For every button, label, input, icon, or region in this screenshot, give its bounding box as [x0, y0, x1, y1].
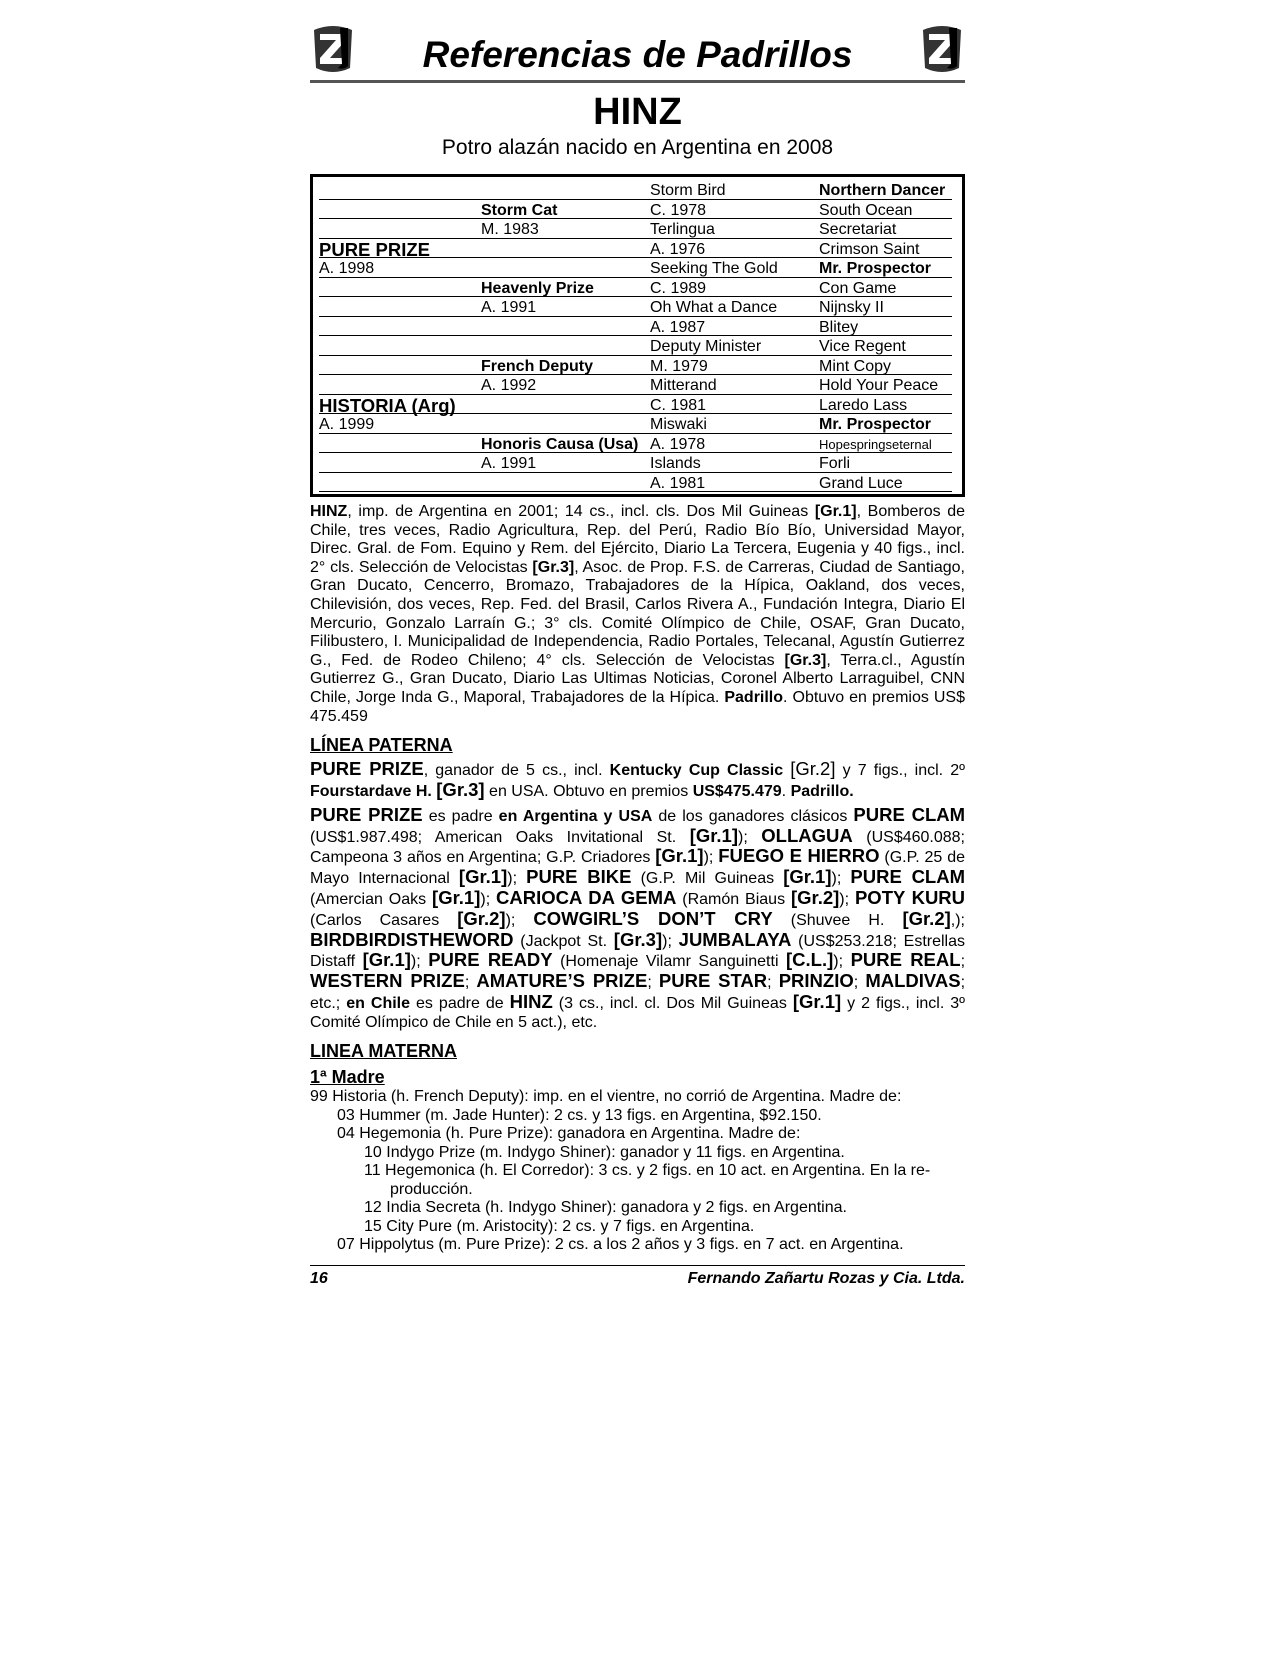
pedigree-row	[319, 259, 952, 279]
pedigree-row	[319, 181, 952, 201]
family-line: 99 Historia (h. French Deputy): imp. en el vientre, no corrió de Argentina. Madre de:	[310, 1088, 902, 1106]
page-number: 16	[310, 1269, 328, 1287]
pedigree-cell: Grand Luce	[819, 474, 903, 492]
pedigree-cell: Con Game	[819, 279, 897, 297]
sire-progeny-paragraph: PURE PRIZE es padre en Argentina y USA de los ganadores clásicos PURE CLAM (US$1.987.498; American Oaks Invitational St. [Gr.1]); OLLAGUA (US$460.088; Campeona 3 años en Argentina; G.P. Criadores [Gr.1]); FUEGO E HIERRO (G.P. 25 de Mayo Internacional [Gr.1]); PURE BIKE (G.P. Mil Guineas [Gr.1]); PURE CLAM (Amercian Oaks [Gr.1]); CARIOCA DA GEMA (Ramón Biaus [Gr.2]); POTY KURU (Carlos Casares [Gr.2]); COWGIRL’S DON’T CRY (Shuvee H. [Gr.2],); BIRDBIRDISTHEWORD (Jackpot St. [Gr.3]); JUMBALAYA (US$253.218; Estrellas Distaff [Gr.1]); PURE READY (Homenaje Vilamr Sanguinetti [C.L.]); PURE REAL; WESTERN PRIZE; AMATURE’S PRIZE; PURE STAR; PRINZIO; MALDIVAS; etc.; en Chile es padre de HINZ (3 cs., incl. cl. Dos Mil Guineas [Gr.1] y 2 figs., incl. 3º Comité Olímpico de Chile en 5 act.), etc.	[310, 803, 966, 1031]
family-line: 12 India Secreta (h. Indygo Shiner): ganadora y 2 figs. en Argentina.	[364, 1199, 847, 1217]
pedigree-cell: Mitterand	[650, 377, 717, 394]
pedigree-cell: A. 1976	[650, 240, 706, 258]
linea-materna-heading: LINEA MATERNA	[310, 1041, 457, 1062]
pedigree-row	[319, 435, 952, 455]
family-line: 03 Hummer (m. Jade Hunter): 2 cs. y 13 figs. en Argentina, $92.150.	[337, 1106, 822, 1124]
pedigree-cell: Vice Regent	[819, 338, 906, 355]
pedigree-row	[319, 337, 952, 357]
pedigree-cell: Deputy Minister	[650, 338, 762, 355]
summary-horse-name: HINZ	[310, 503, 348, 520]
pedigree-cell: Nijnsky II	[819, 299, 884, 316]
pedigree-cell: A. 1992	[481, 377, 537, 394]
sire-paragraph: PURE PRIZE, ganador de 5 cs., incl. Kentucky Cup Classic [Gr.2] y 7 figs., incl. 2º Fourstardave H. [Gr.3] en USA. Obtuvo en premios US$475.479. Padrillo.	[310, 758, 966, 800]
pedigree-cell: Miswaki	[650, 416, 707, 433]
pedigree-cell: Storm Cat	[481, 201, 558, 219]
pedigree-cell: Terlingua	[650, 221, 715, 238]
horse-name: HINZ	[593, 91, 682, 133]
pedigree-cell: Blitey	[819, 318, 859, 336]
pedigree-cell: C. 1981	[650, 396, 707, 414]
pedigree-cell: Secretariat	[819, 221, 897, 238]
pedigree-row	[319, 474, 952, 494]
pedigree-cell: Mr. Prospector	[819, 260, 932, 277]
pedigree-row	[319, 454, 952, 474]
pedigree-cell: French Deputy	[481, 357, 594, 375]
horse-subtitle: Potro alazán nacido en Argentina en 2008	[441, 136, 834, 159]
pedigree-cell: Mr. Prospector	[819, 416, 932, 433]
header-title: Referencias de Padrillos	[422, 34, 853, 75]
page-header	[310, 22, 965, 82]
pedigree-cell: Hopespringseternal	[819, 436, 932, 452]
family-line: producción.	[390, 1180, 473, 1198]
pedigree-cell: Storm Bird	[650, 182, 726, 199]
pedigree-cell: A. 1981	[650, 474, 706, 492]
pedigree-row	[319, 376, 952, 396]
logo-icon	[919, 24, 965, 74]
pedigree-cell: Forli	[819, 455, 851, 472]
pedigree-cell: A. 1999	[319, 416, 375, 433]
pedigree-row	[319, 201, 952, 221]
footer-company: Fernando Zañartu Rozas y Cia. Ltda.	[687, 1269, 965, 1287]
pedigree-cell: HISTORIA (Arg)	[319, 394, 456, 416]
family-list	[310, 1088, 965, 1255]
page-footer	[310, 1270, 965, 1292]
family-line: 10 Indygo Prize (m. Indygo Shiner): ganador y 11 figs. en Argentina.	[364, 1143, 845, 1161]
pedigree-row	[319, 240, 952, 260]
pedigree-row	[319, 415, 952, 435]
pedigree-row	[319, 298, 952, 318]
pedigree-row	[319, 318, 952, 338]
pedigree-cell: Oh What a Dance	[650, 299, 778, 316]
pedigree-cell: C. 1989	[650, 279, 707, 297]
pedigree-cell: PURE PRIZE	[319, 238, 431, 260]
header-divider	[310, 80, 965, 83]
primera-madre-heading: 1ª Madre	[310, 1067, 385, 1088]
pedigree-cell: A. 1991	[481, 299, 537, 316]
family-line: 11 Hegemonica (h. El Corredor): 3 cs. y 2 figs. en 10 act. en Argentina. En la re-	[364, 1162, 931, 1180]
pedigree-cell: Heavenly Prize	[481, 279, 594, 297]
pedigree-rule	[319, 472, 952, 473]
family-line: 04 Hegemonia (h. Pure Prize): ganadora en Argentina. Madre de:	[337, 1125, 801, 1143]
pedigree-cell: A. 1998	[319, 260, 375, 277]
page	[310, 22, 965, 1292]
family-line: 07 Hippolytus (m. Pure Prize): 2 cs. a los 2 años y 3 figs. en 7 act. en Argentina.	[337, 1236, 904, 1254]
pedigree-row	[319, 396, 952, 416]
pedigree-cell: M. 1979	[650, 357, 708, 375]
pedigree-row	[319, 220, 952, 240]
pedigree-cell: M. 1983	[481, 221, 539, 238]
linea-paterna-heading: LÍNEA PATERNA	[310, 735, 453, 756]
pedigree-cell: Honoris Causa (Usa)	[481, 435, 639, 453]
pedigree-cell: Mint Copy	[819, 357, 892, 375]
summary-paragraph: HINZ, imp. de Argentina en 2001; 14 cs., incl. cls. Dos Mil Guineas [Gr.1], Bomberos de Chile, tres veces, Radio Agricultura, Rep. del Perú, Radio Bío Bío, Universidad Mayor, Direc. Gral. de Fom. Equino y Rem. del Ejército, Diario La Tercera, Eugenia y 40 figs., incl. 2° cls. Selección de Velocistas [Gr.3], Asoc. de Prop. F.S. de Carreras, Ciudad de Santiago, Gran Ducato, Cencerro, Bromazo, Trabajadores de la Hípica, Oakland, dos veces, Chilevisión, dos veces, Rep. Fed. del Brasil, Carlos Rivera A., Fundación Integra, Diario El Mercurio, Gonzalo Larraín G.; 3° cls. Comité Olímpico de Chile, OSAF, Gran Ducato, Filibustero, I. Municipalidad de Independencia, Radio Portales, Telecanal, Agustín Gutierrez G., Fed. de Rodeo Chileno; 4° cls. Selección de Velocistas [Gr.3], Terra.cl., Agustín Gutierrez G., Gran Ducato, Diario Las Ultimas Noticias, Coronel Alberto Larraguibel, CNN Chile, Jorge Inda G., Maporal, Trabajadores de la Hípica. Padrillo. Obtuvo en premios US$ 475.459	[310, 503, 966, 725]
footer-divider	[310, 1265, 965, 1266]
pedigree-table	[310, 174, 965, 497]
pedigree-cell: A. 1987	[650, 318, 706, 336]
family-line: 15 City Pure (m. Aristocity): 2 cs. y 7 figs. en Argentina.	[364, 1217, 755, 1235]
pedigree-cell: South Ocean	[819, 201, 913, 219]
pedigree-cell: C. 1978	[650, 201, 707, 219]
pedigree-row	[319, 357, 952, 377]
pedigree-cell: Seeking The Gold	[650, 260, 778, 277]
pedigree-cell: Laredo Lass	[819, 396, 908, 414]
pedigree-cell: Hold Your Peace	[819, 377, 939, 394]
pedigree-cell: Crimson Saint	[819, 240, 920, 258]
pedigree-cell: A. 1978	[650, 435, 706, 453]
pedigree-cell: A. 1991	[481, 455, 537, 472]
pedigree-cell: Northern Dancer	[819, 182, 946, 199]
pedigree-row	[319, 279, 952, 299]
pedigree-cell: Islands	[650, 455, 701, 472]
